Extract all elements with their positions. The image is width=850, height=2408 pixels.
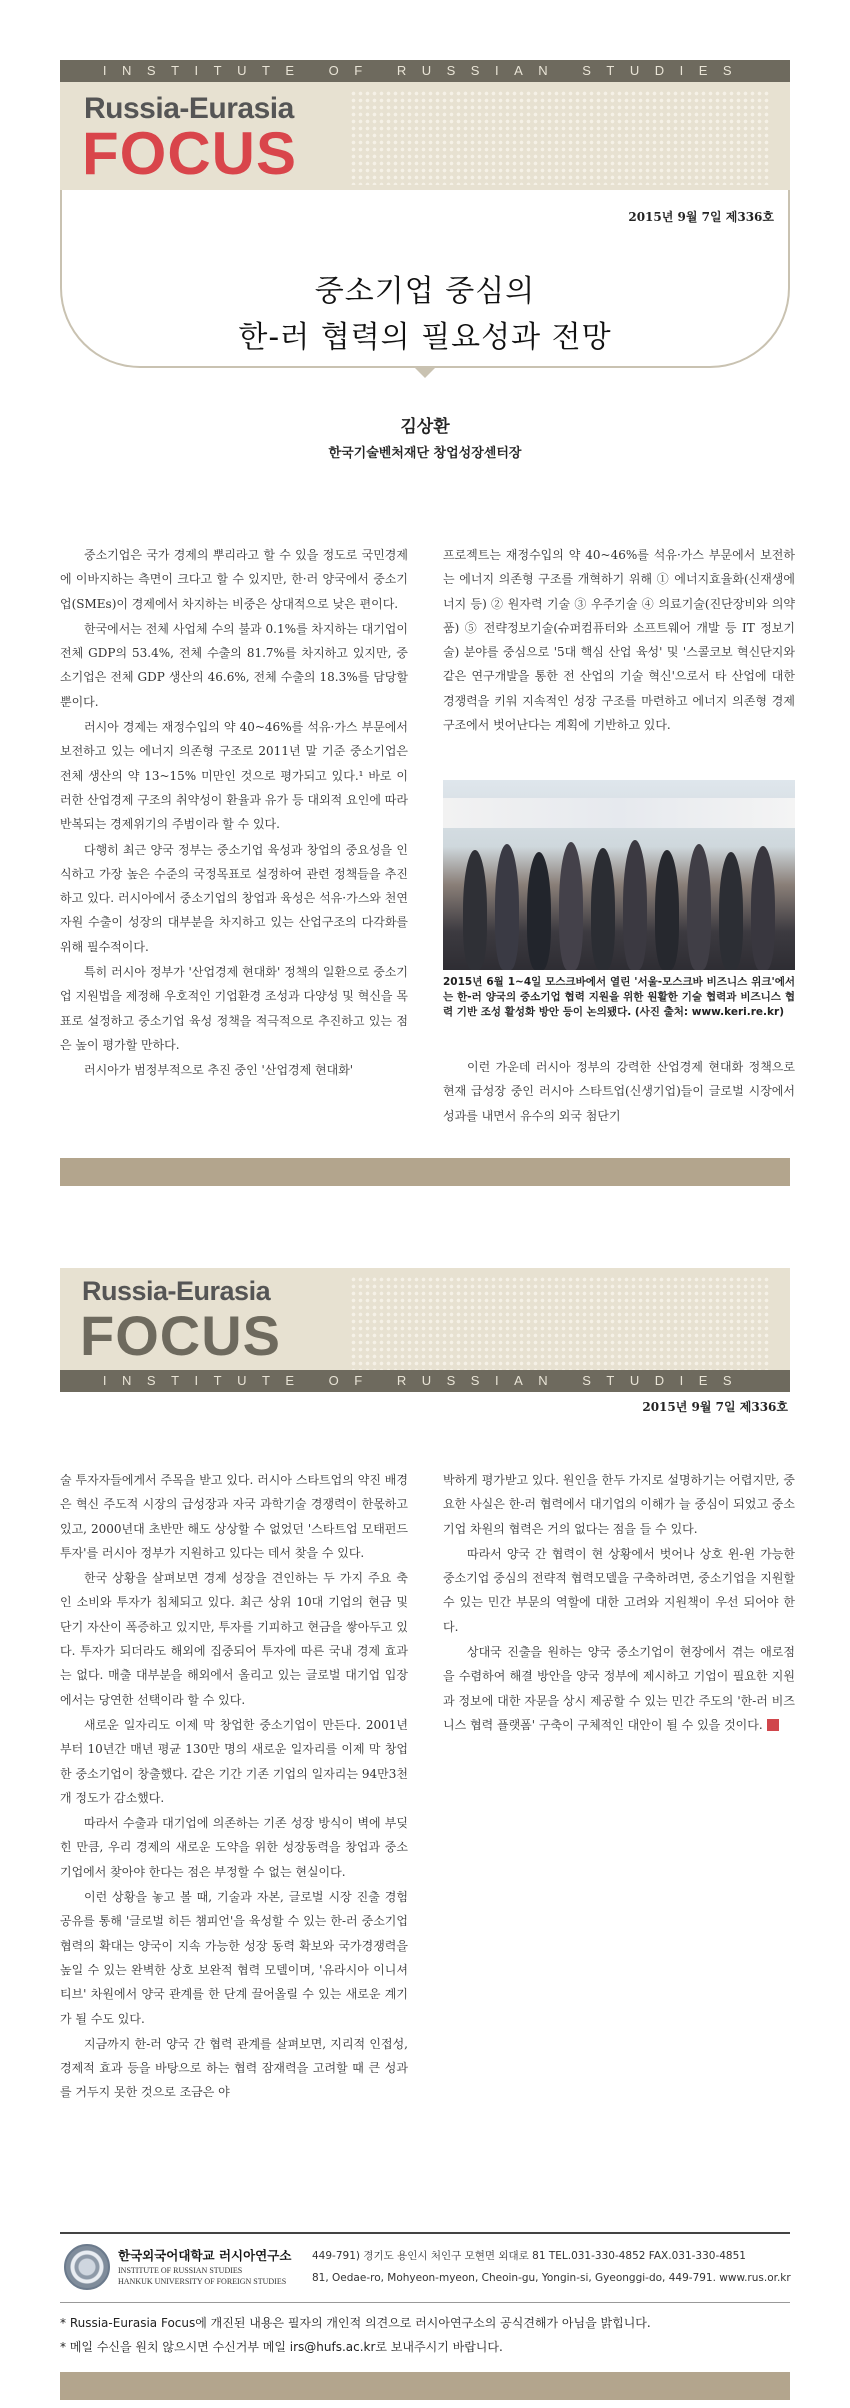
page1-right-column bbox=[443, 543, 795, 737]
university-seal-icon bbox=[64, 2244, 110, 2290]
paragraph: 따라서 수출과 대기업에 의존하는 기존 성장 방식이 벽에 부딪힌 만큼, 우리 경제의 새로운 도약을 위한 성장동력을 창업과 중소기업에서 찾아야 한다는 점은 부정할 수 없는 현실이다. bbox=[60, 1816, 408, 1879]
paragraph: 이런 가운데 러시아 정부의 강력한 산업경제 현대화 정책으로 현재 급성장 중인 러시아 스타트업(신생기업)들이 글로벌 시장에서 성과를 내면서 유수의 외국 첨단기 bbox=[443, 1060, 795, 1123]
brand-focus: FOCUS bbox=[82, 120, 297, 187]
article-title-line2: 한-러 협력의 필요성과 전망 bbox=[238, 320, 612, 355]
institute-band-text: INSTITUTE OF RUSSIAN STUDIES bbox=[102, 1373, 748, 1388]
org-name-en2: HANKUK UNIVERSITY OF FOREIGN STUDIES bbox=[118, 2277, 287, 2286]
photo-caption: 2015년 6월 1~4일 모스크바에서 열린 '서울-모스크바 비즈니스 위크'에서는 한-러 양국의 중소기업 협력 지원을 위한 원활한 기술 협력과 비즈니스 협력 기반 조성 활성화 방안 등이 논의됐다. (사진 출처: www.keri.re.kr) bbox=[443, 976, 795, 1018]
org-name-en1: INSTITUTE OF RUSSIAN STUDIES bbox=[118, 2266, 243, 2275]
paragraph: 한국에서는 전체 사업체 수의 불과 0.1%를 차지하는 대기업이 전체 GDP의 53.4%, 전체 수출의 81.7%를 차지하고 있지만, 중소기업은 전체 GDP 생산의 46.6%, 전체 수출의 18.3%를 담당할 뿐이다. bbox=[60, 621, 408, 709]
brand-focus: FOCUS bbox=[80, 1304, 281, 1367]
institute-band-page2 bbox=[60, 1370, 790, 1392]
address-en: 81, Oedae-ro, Mohyeon-myeon, Cheoin-gu, Yongin-si, Gyeonggi-do, 449-791. www.rus.or.kr bbox=[312, 2272, 791, 2284]
photo-banner bbox=[443, 798, 795, 828]
end-mark-icon: R bbox=[767, 1719, 779, 1731]
page2-left-column bbox=[60, 1468, 408, 2105]
title-box-pointer bbox=[413, 366, 437, 378]
institute-band-top bbox=[60, 60, 790, 82]
brand-russia-eurasia: Russia-Eurasia bbox=[82, 1276, 271, 1306]
issue-date-page2: 2015년 9월 7일 제336호 bbox=[642, 1400, 788, 1414]
disclaimer-note: * Russia-Eurasia Focus에 개진된 내용은 필자의 개인적 의견으로 러시아연구소의 공식견해가 아님을 밝힙니다. bbox=[60, 2316, 651, 2330]
paragraph: 따라서 양국 간 협력이 현 상황에서 벗어나 상호 윈-윈 가능한 중소기업 중심의 전략적 협력모델을 구축하려면, 중소기업을 지원할 수 있는 민간 부문의 역할에 대한 고려와 지원책이 우선 되어야 한다. bbox=[443, 1546, 795, 1634]
page2-bottom-bar bbox=[60, 2372, 790, 2400]
institute-band-text: INSTITUTE OF RUSSIAN STUDIES bbox=[102, 63, 748, 78]
paragraph: 특히 러시아 정부가 '산업경제 현대화' 정책의 일환으로 중소기업 지원법을 제정해 우호적인 기업환경 조성과 다양성 및 혁신을 목표로 설정하고 중소기업 육성 정책을 적극적으로 추진하고 있는 점은 높이 평가할 만하다. bbox=[60, 965, 408, 1052]
author-affiliation: 한국기술벤처재단 창업성장센터장 bbox=[328, 446, 522, 461]
world-map-dots bbox=[350, 90, 770, 185]
paragraph: 중소기업은 국가 경제의 뿌리라고 할 수 있을 정도로 국민경제에 이바지하는 측면이 크다고 할 수 있지만, 한·러 양국에서 중소기업(SMEs)이 경제에서 차지하는 비중은 상대적으로 낮은 편이다. bbox=[60, 548, 408, 611]
footer-rule bbox=[60, 2232, 790, 2234]
paragraph: 술 투자자들에게서 주목을 받고 있다. 러시아 스타트업의 약진 배경은 혁신 주도적 시장의 급성장과 자국 과학기술 경쟁력이 한몫하고 있고, 2000년대 초반만 해도 상상할 수 없었던 '스타트업 모태펀드 투자'를 러시아 정부가 지원하고 있다는 데서 찾을 수 있다. bbox=[60, 1473, 408, 1560]
org-name-kr: 한국외국어대학교 러시아연구소 bbox=[118, 2248, 292, 2263]
paragraph: 다행히 최근 양국 정부는 중소기업 육성과 창업의 중요성을 인식하고 가장 높은 수준의 국정목표로 설정하여 관련 정책들을 추진하고 있다. 러시아에서 중소기업의 창업과 육성은 석유·가스와 천연자원 수출이 성장의 대부분을 차지하고 있는 산업구조의 다각화를 위해 필수적이다. bbox=[60, 842, 408, 954]
world-map-dots bbox=[350, 1276, 770, 1370]
brand-russia-eurasia: Russia-Eurasia bbox=[84, 92, 294, 125]
paragraph-text: 상대국 진출을 원하는 양국 중소기업이 현장에서 겪는 애로점을 수렴하여 해결 방안을 양국 정부에 제시하고 기업이 필요한 지원과 정보에 대한 자문을 상시 제공할 수 있는 민간 주도의 '한-러 비즈니스 협력 플랫폼' 구축이 구체적인 대안이 될 수 있을 것이다. bbox=[443, 1645, 795, 1732]
paragraph: 지금까지 한-러 양국 간 협력 관계를 살펴보면, 지리적 인접성, 경제적 효과 등을 바탕으로 하는 협력 잠재력을 고려할 때 큰 성과를 거두지 못한 것으로 조금은 야 bbox=[60, 2036, 408, 2100]
issue-date: 2015년 9월 7일 제336호 bbox=[628, 210, 774, 224]
page2-right-column bbox=[443, 1468, 795, 1737]
paragraph: 이런 상황을 놓고 볼 때, 기술과 자본, 글로벌 시장 진출 경험 공유를 통해 '글로벌 히든 챔피언'을 육성할 수 있는 한-러 중소기업 협력의 확대는 양국이 지속 가능한 성장 동력 확보와 국가경쟁력을 높일 수 있는 완벽한 상호 보완적 협력 모델이며, '유라시아 이니셔티브' 차원에서 양국 관계를 한 단계 끌어올릴 수 있는 새로운 계기가 될 수도 있다. bbox=[60, 1890, 408, 2026]
author-name: 김상환 bbox=[400, 417, 450, 437]
page1-right-column-continued bbox=[443, 1055, 795, 1128]
masthead-page2 bbox=[60, 1268, 790, 1370]
paragraph: 한국 상황을 살펴보면 경제 성장을 견인하는 두 가지 주요 축인 소비와 투자가 침체되고 있다. 최근 상위 10대 기업의 현금 및 단기 자산이 폭증하고 있지만, 투자를 기피하고 현금을 쌓아두고 있다. 투자가 되더라도 해외에 집중되어 투자에 따른 국내 경제 효과는 없다. 매출 대부분을 해외에서 올리고 있는 글로벌 대기업 입장에서는 당연한 선택이라 할 수 있다. bbox=[60, 1571, 408, 1707]
address-kr: 449-791) 경기도 용인시 처인구 모현면 외대로 81 TEL.031-330-4852 FAX.031-330-4851 bbox=[312, 2250, 746, 2262]
paragraph: 프로젝트는 재정수입의 약 40~46%를 석유·가스 부문에서 보전하는 에너지 의존형 구조를 개혁하기 위해 ① 에너지효율화(신재생에너지 등) ② 원자력 기술 ③ 우주기술 ④ 의료기술(진단장비와 의약품) ⑤ 전략정보기술(슈퍼컴퓨터와 소프트웨어 개발 등 IT 정보기술) 분야를 중심으로 '5대 핵심 산업 육성' 및 '스콜코보 혁신단지와 같은 연구개발을 통한 전 산업의 기술 혁신'으로서 타 산업에 대한 경쟁력을 키워 지속적인 성장 구조를 마련하고 에너지 의존형 경제구조에서 벗어난다는 계획에 기반하고 있다. bbox=[443, 548, 795, 733]
paragraph: 새로운 일자리도 이제 막 창업한 중소기업이 만든다. 2001년부터 10년간 매년 평균 130만 명의 새로운 일자리를 이제 막 창업한 중소기업이 창출했다. 같은 기간 기존 기업의 일자리는 94만3천 개 정도가 감소했다. bbox=[60, 1717, 408, 1805]
footer-divider bbox=[60, 2302, 790, 2303]
event-photo bbox=[443, 780, 795, 970]
article-title-line1: 중소기업 중심의 bbox=[314, 274, 536, 309]
page1-bottom-bar bbox=[60, 1158, 790, 1186]
paragraph: 박하게 평가받고 있다. 원인을 한두 가지로 설명하기는 어렵지만, 중요한 사실은 한-러 협력에서 대기업의 이해가 늘 중심이 되었고 중소기업 차원의 협력은 거의 없다는 점을 들 수 있다. bbox=[443, 1473, 795, 1536]
paragraph: 러시아 경제는 재정수입의 약 40~46%를 석유·가스 부문에서 보전하고 있는 에너지 의존형 구조로 2011년 말 기준 중소기업은 전체 생산의 약 13~15% 미만인 것으로 평가되고 있다.¹ 바로 이러한 산업경제 구조의 취약성이 환율과 유가 등 대외적 요인에 따라 반복되는 경제위기의 주범이라 할 수 있다. bbox=[60, 720, 408, 832]
page1-left-column bbox=[60, 543, 408, 1083]
unsubscribe-note: * 메일 수신을 원치 않으시면 수신거부 메일 irs@hufs.ac.kr로 보내주시기 바랍니다. bbox=[60, 2340, 503, 2354]
masthead bbox=[60, 82, 790, 190]
paragraph bbox=[443, 1640, 795, 1737]
paragraph: 러시아가 범정부적으로 추진 중인 '산업경제 현대화' bbox=[84, 1063, 354, 1078]
title-box bbox=[60, 190, 790, 368]
